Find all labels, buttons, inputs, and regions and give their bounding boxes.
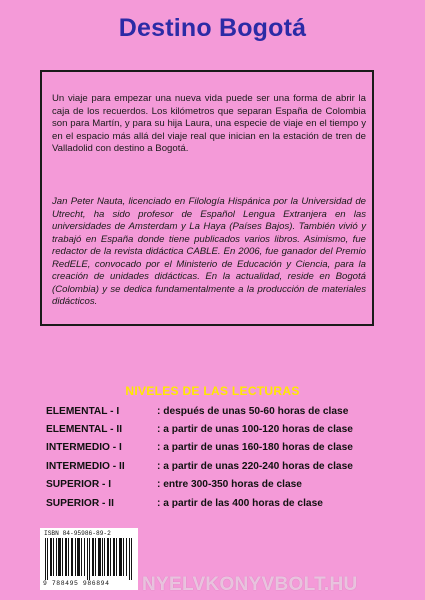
levels-heading: NIVELES DE LAS LECTURAS: [125, 384, 300, 398]
level-row: [46, 494, 406, 512]
barcode-bars-icon: [44, 538, 134, 580]
synopsis-paragraph: Un viaje para empezar una nueva vida puede ser una forma de abrir la caja de los recuerdos. Los kilómetros que separan España de Colombia son para Martín, y para su hija Laura, una especie de viaje en el tiempo y en el espacio más allá del viaje real que inician en la estación de tren de Valladolid con destino a Bogotá.: [52, 93, 366, 155]
level-row: [46, 476, 406, 494]
level-name: SUPERIOR - I: [46, 479, 112, 491]
level-name: INTERMEDIO - I: [46, 442, 122, 454]
book-title: Destino Bogotá: [118, 14, 307, 42]
ean-number: 9 788495 986894: [43, 580, 110, 587]
level-description: : a partir de unas 160-180 horas de clase: [157, 442, 353, 454]
level-name: ELEMENTAL - II: [46, 424, 123, 436]
level-row: [46, 402, 406, 420]
level-description: : después de unas 50-60 horas de clase: [157, 405, 349, 417]
level-row: [46, 420, 406, 438]
level-description: : a partir de las 400 horas de clase: [157, 497, 323, 509]
level-row: [46, 457, 406, 475]
level-name: SUPERIOR - II: [46, 497, 114, 509]
author-bio-paragraph: Jan Peter Nauta, licenciado en Filología Hispánica por la Universidad de Utrecht, ha sido profesor de Español Lengua Extranjera en las universidades de Amsterdam y La Haya (Países Bajos). También vivió y trabajó en España donde tiene publicados varios libros. Asimismo, fue redactor de la revista didáctica CABLE. En 2006, fue ganador del Premio RedELE, convocado por el Ministerio de Educación y Ciencia, para la creación de unidades didácticas. En la actualidad, reside en Bogotá (Colombia) y se dedica fundamentalmente a la producción de materiales didácticos.: [52, 196, 366, 307]
isbn-text: ISBN 84-95986-89-2: [44, 530, 111, 537]
level-name: ELEMENTAL - I: [46, 405, 120, 417]
levels-table: [46, 402, 406, 512]
level-row: [46, 439, 406, 457]
level-description: : entre 300-350 horas de clase: [157, 479, 302, 491]
watermark: NYELVKONYVBOLT.HU: [142, 574, 358, 595]
barcode: [40, 528, 138, 590]
level-description: : a partir de unas 100-120 horas de clase: [157, 424, 353, 436]
level-description: : a partir de unas 220-240 horas de clase: [157, 460, 353, 472]
level-name: INTERMEDIO - II: [46, 460, 125, 472]
